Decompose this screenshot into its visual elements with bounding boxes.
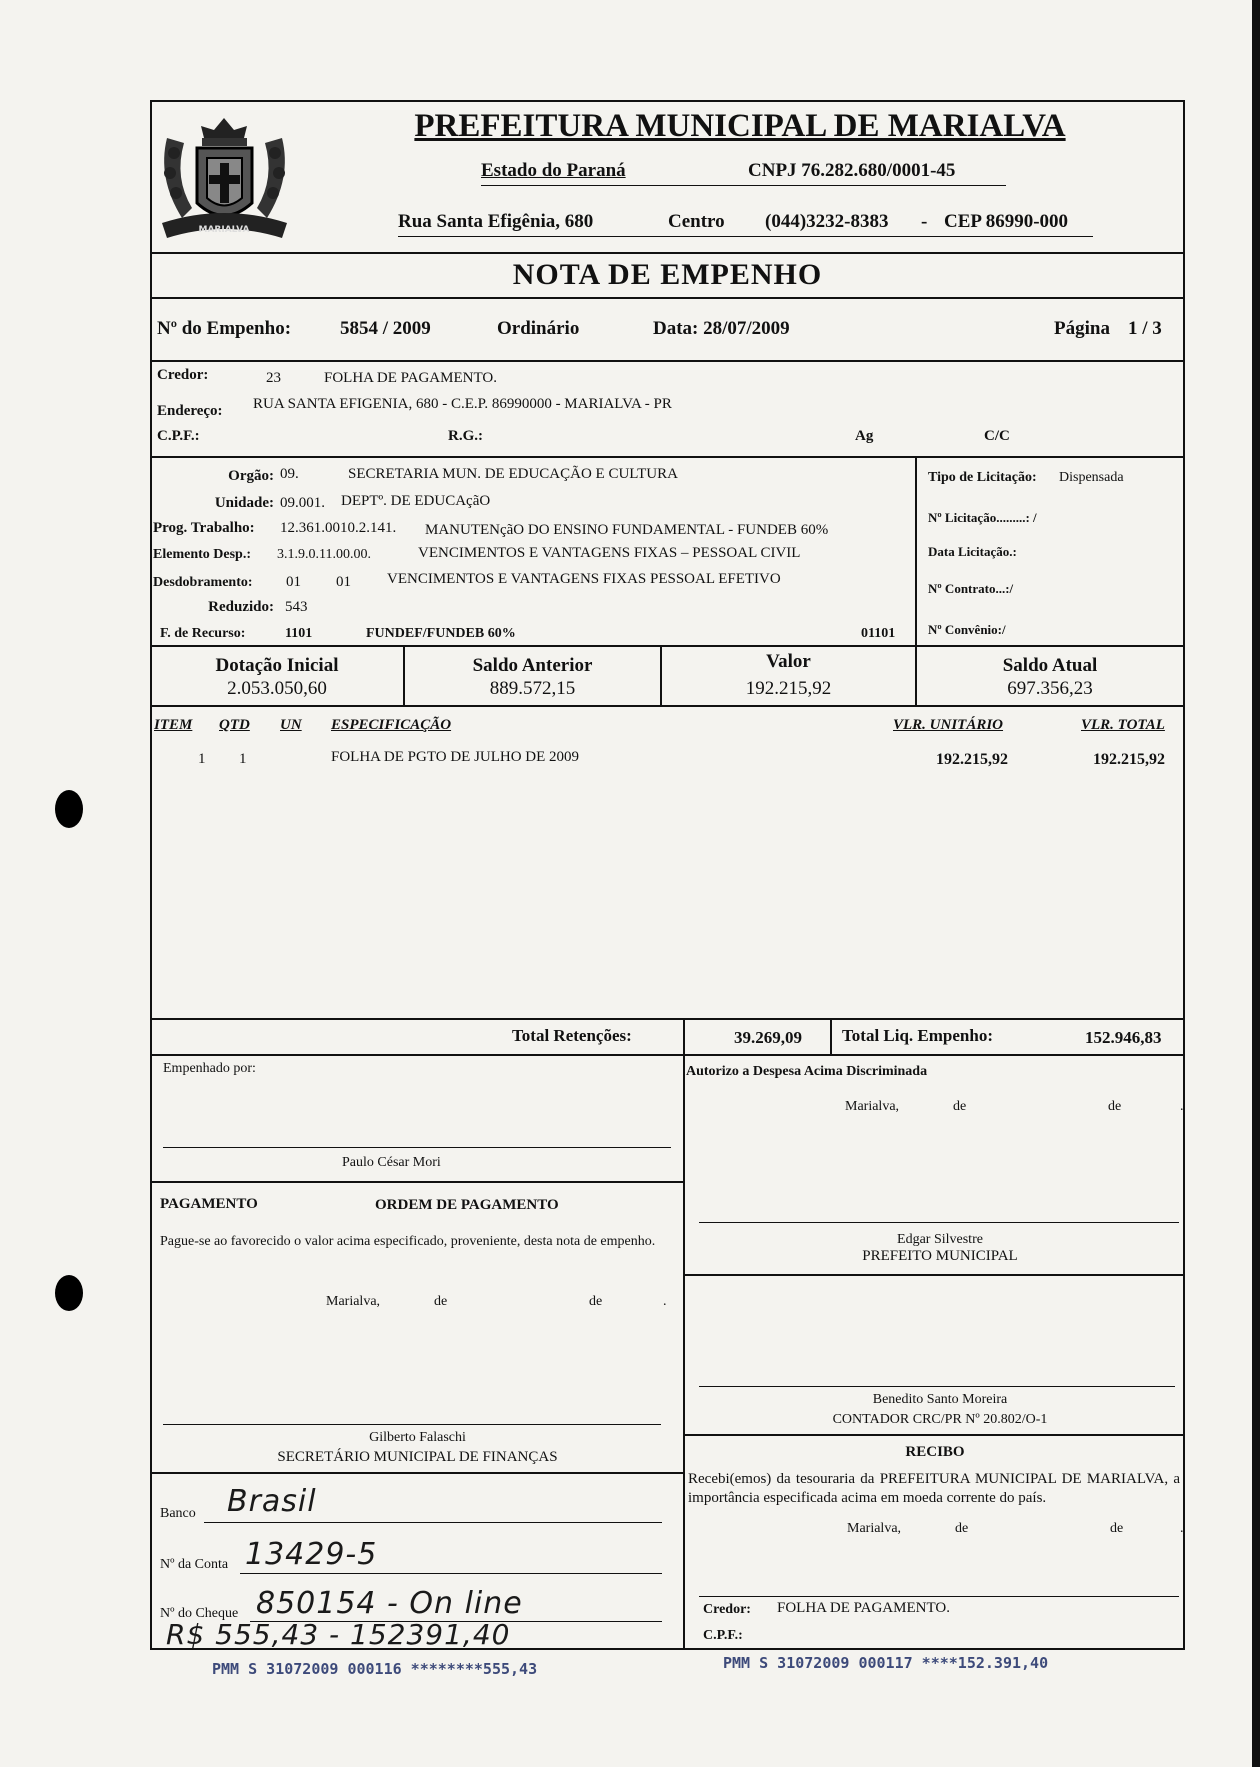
row-espec: FOLHA DE PGTO DE JULHO DE 2009	[331, 749, 580, 765]
prog-label: Prog. Trabalho:	[153, 520, 255, 536]
state-underline	[481, 185, 1006, 186]
divider	[683, 1274, 1185, 1276]
desdobramento-code2: 01	[336, 574, 351, 590]
autorizo-label: Autorizo a Despesa Acima Discriminada	[686, 1064, 928, 1079]
liquido-label: Total Liq. Empenho:	[842, 1026, 993, 1045]
recibo-label: RECIBO	[905, 1444, 965, 1460]
financas-name: Gilberto Falaschi	[369, 1430, 466, 1445]
autorizo-de2: de	[1108, 1099, 1122, 1114]
reduzido-label: Reduzido:	[208, 599, 274, 615]
retencoes-value: 39.269,09	[734, 1028, 802, 1047]
divider	[915, 456, 917, 646]
prog: MANUTENçãO DO ENSINO FUNDAMENTAL - FUNDEB 60%	[425, 522, 829, 538]
ordem-label: ORDEM DE PAGAMENTO	[375, 1197, 559, 1213]
row-qtd: 1	[239, 751, 247, 767]
anterior-label: Saldo Anterior	[472, 655, 593, 676]
recurso-label: F. de Recurso:	[160, 626, 246, 641]
licitacao-numero: Nº Licitação.........: /	[928, 510, 1037, 525]
recibo-cpf-label: C.P.F.:	[703, 1628, 743, 1643]
col-espec: ESPECIFICAÇÃO	[331, 717, 452, 733]
recibo-de2: de	[1110, 1521, 1124, 1536]
cheque-handwritten: 850154 - On line	[256, 1586, 523, 1621]
prefeito-name: Edgar Silvestre	[897, 1232, 983, 1247]
cep: CEP 86990-000	[944, 211, 1069, 232]
document-title: NOTA DE EMPENHO	[512, 258, 823, 291]
scan-border-right	[1252, 0, 1260, 1767]
divider	[150, 297, 1185, 299]
address-dash: -	[921, 211, 928, 232]
recibo-city: Marialva,	[847, 1521, 902, 1536]
pague-de2: de	[589, 1294, 603, 1309]
elemento-code: 3.1.9.0.11.00.00.	[277, 547, 371, 562]
empenhado-label: Empenhado por:	[163, 1061, 256, 1076]
autorizo-dot: .	[1180, 1099, 1184, 1114]
prog-code: 12.361.0010.2.141.	[280, 520, 397, 536]
financas-signature-line	[163, 1424, 661, 1425]
recurso-code2: 01101	[861, 626, 896, 641]
divider	[150, 1054, 1185, 1056]
contador-title: CONTADOR CRC/PR Nº 20.802/O-1	[832, 1412, 1048, 1427]
agency-label: Ag	[855, 428, 874, 444]
svg-text:MARIALVA: MARIALVA	[198, 225, 250, 235]
prefeito-title: PREFEITO MUNICIPAL	[862, 1248, 1018, 1264]
banco-line	[204, 1522, 662, 1523]
pagamento-label: PAGAMENTO	[160, 1196, 258, 1212]
address: Rua Santa Efigênia, 680	[398, 211, 594, 232]
address-underline	[398, 236, 1093, 237]
reduzido: 543	[285, 599, 308, 615]
desdobramento-label: Desdobramento:	[153, 575, 253, 590]
punch-hole-top	[55, 790, 83, 828]
divider	[150, 705, 1185, 707]
col-total: VLR. TOTAL	[1081, 717, 1165, 733]
desdobramento: VENCIMENTOS E VANTAGENS FIXAS PESSOAL EFETIVO	[387, 571, 781, 587]
empenho-date: Data: 28/07/2009	[653, 318, 790, 339]
conta-label: Nº da Conta	[160, 1557, 229, 1572]
phone: (044)3232-8383	[765, 211, 889, 232]
banco-handwritten: Brasil	[227, 1484, 317, 1519]
valor-label: Valor	[766, 651, 811, 672]
orgao: SECRETARIA MUN. DE EDUCAÇÃO E CULTURA	[348, 466, 678, 482]
licitacao-data: Data Licitação.:	[928, 544, 1017, 559]
unidade-code: 09.001.	[280, 495, 325, 511]
divider	[150, 456, 1185, 458]
valor-value: 192.215,92	[745, 678, 832, 699]
credor-code: 23	[266, 370, 281, 386]
unidade: DEPTº. DE EDUCAçãO	[341, 493, 491, 509]
col-qtd: QTD	[219, 717, 250, 733]
autorizo-city: Marialva,	[845, 1099, 900, 1114]
conta-line	[240, 1573, 662, 1574]
cnpj: CNPJ 76.282.680/0001-45	[748, 160, 956, 181]
divider	[150, 1472, 683, 1474]
punch-hole-bottom	[55, 1275, 83, 1311]
recibo-de1: de	[955, 1521, 969, 1536]
row-total: 192.215,92	[1093, 751, 1165, 768]
orgao-label: Orgão:	[228, 468, 274, 484]
divider	[683, 1434, 1185, 1436]
col-un: UN	[280, 717, 302, 733]
endereco: RUA SANTA EFIGENIA, 680 - C.E.P. 86990000 - MARIALVA - PR	[253, 396, 672, 412]
convenio: Nº Convênio:/	[928, 622, 1006, 637]
contrato: Nº Contrato...:/	[928, 581, 1014, 596]
recibo-credor-label: Credor:	[703, 1602, 751, 1617]
empenho-label: Nº do Empenho:	[157, 318, 292, 339]
divider	[150, 1018, 1185, 1020]
pague-city: Marialva,	[326, 1294, 381, 1309]
payment-stamp-1: PMM S 31072009 000116 ********555,43	[212, 1660, 538, 1678]
atual-label: Saldo Atual	[1002, 655, 1098, 676]
elemento-label: Elemento Desp.:	[153, 547, 251, 562]
anterior-value: 889.572,15	[489, 678, 576, 699]
financas-title: SECRETÁRIO MUNICIPAL DE FINANÇAS	[277, 1449, 558, 1465]
credor-label: Credor:	[157, 367, 209, 383]
cheque-label: Nº do Cheque	[160, 1606, 239, 1621]
conta-handwritten: 13429-5	[245, 1537, 378, 1572]
pague-text: Pague-se ao favorecido o valor acima especificado, proveniente, desta nota de empenho.	[160, 1234, 656, 1249]
recibo-text: Recebi(emos) da tesouraria da PREFEITURA MUNICIPAL DE MARIALVA, a importância especificada acima em moeda corrente do país.	[688, 1471, 1180, 1506]
page-label: Página	[1054, 318, 1110, 339]
dotacao-value: 2.053.050,60	[227, 678, 327, 699]
empenhado-signature-line	[163, 1147, 671, 1148]
desdobramento-code1: 01	[286, 574, 301, 590]
divider	[683, 1054, 685, 1650]
prefeito-signature-line	[699, 1222, 1179, 1223]
divider	[150, 1181, 683, 1183]
divider	[683, 1018, 685, 1054]
recibo-credor-name: FOLHA DE PAGAMENTO.	[777, 1600, 950, 1616]
recibo-dot: .	[1180, 1521, 1184, 1536]
recibo-signature-line	[699, 1596, 1179, 1597]
pague-dot: .	[663, 1294, 667, 1309]
col-unit: VLR. UNITÁRIO	[893, 717, 1004, 733]
empenho-number: 5854 / 2009	[340, 318, 431, 339]
payment-stamp-2: PMM S 31072009 000117 ****152.391,40	[723, 1654, 1049, 1672]
row-item: 1	[198, 751, 206, 767]
state-name: Estado do Paraná	[481, 160, 626, 181]
prefeitura-title: PREFEITURA MUNICIPAL DE MARIALVA	[414, 108, 1066, 144]
empenho-type: Ordinário	[497, 318, 580, 339]
account-label: C/C	[984, 428, 1010, 444]
elemento: VENCIMENTOS E VANTAGENS FIXAS – PESSOAL CIVIL	[418, 545, 801, 561]
licitacao-tipo: Dispensada	[1059, 470, 1124, 485]
contador-name: Benedito Santo Moreira	[872, 1392, 1008, 1407]
col-item: ITEM	[154, 717, 193, 733]
divider	[830, 1018, 832, 1054]
pague-de1: de	[434, 1294, 448, 1309]
licitacao-tipo-label: Tipo de Licitação:	[928, 470, 1037, 485]
coat-of-arms-logo	[152, 108, 297, 253]
extra-handwritten: R$ 555,43 - 152391,40	[166, 1618, 511, 1651]
cpf-label: C.P.F.:	[157, 428, 200, 444]
row-unit: 192.215,92	[936, 751, 1008, 768]
dotacao-label: Dotação Inicial	[215, 655, 339, 676]
contador-signature-line	[699, 1386, 1175, 1387]
retencoes-label: Total Retenções:	[512, 1026, 632, 1045]
liquido-value: 152.946,83	[1085, 1028, 1162, 1047]
endereco-label: Endereço:	[157, 403, 223, 419]
divider	[150, 645, 1185, 647]
district: Centro	[668, 211, 725, 232]
rg-label: R.G.:	[448, 428, 483, 444]
recurso: FUNDEF/FUNDEB 60%	[366, 626, 516, 641]
unidade-label: Unidade:	[214, 495, 274, 511]
empenhado-name: Paulo César Mori	[342, 1155, 441, 1170]
recurso-code: 1101	[285, 626, 313, 641]
divider	[150, 360, 1185, 362]
page-number: 1 / 3	[1128, 318, 1162, 339]
atual-value: 697.356,23	[1007, 678, 1093, 699]
credor-name: FOLHA DE PAGAMENTO.	[324, 370, 497, 386]
orgao-code: 09.	[280, 466, 299, 482]
autorizo-de1: de	[953, 1099, 967, 1114]
banco-label: Banco	[160, 1506, 196, 1521]
divider	[150, 252, 1185, 254]
